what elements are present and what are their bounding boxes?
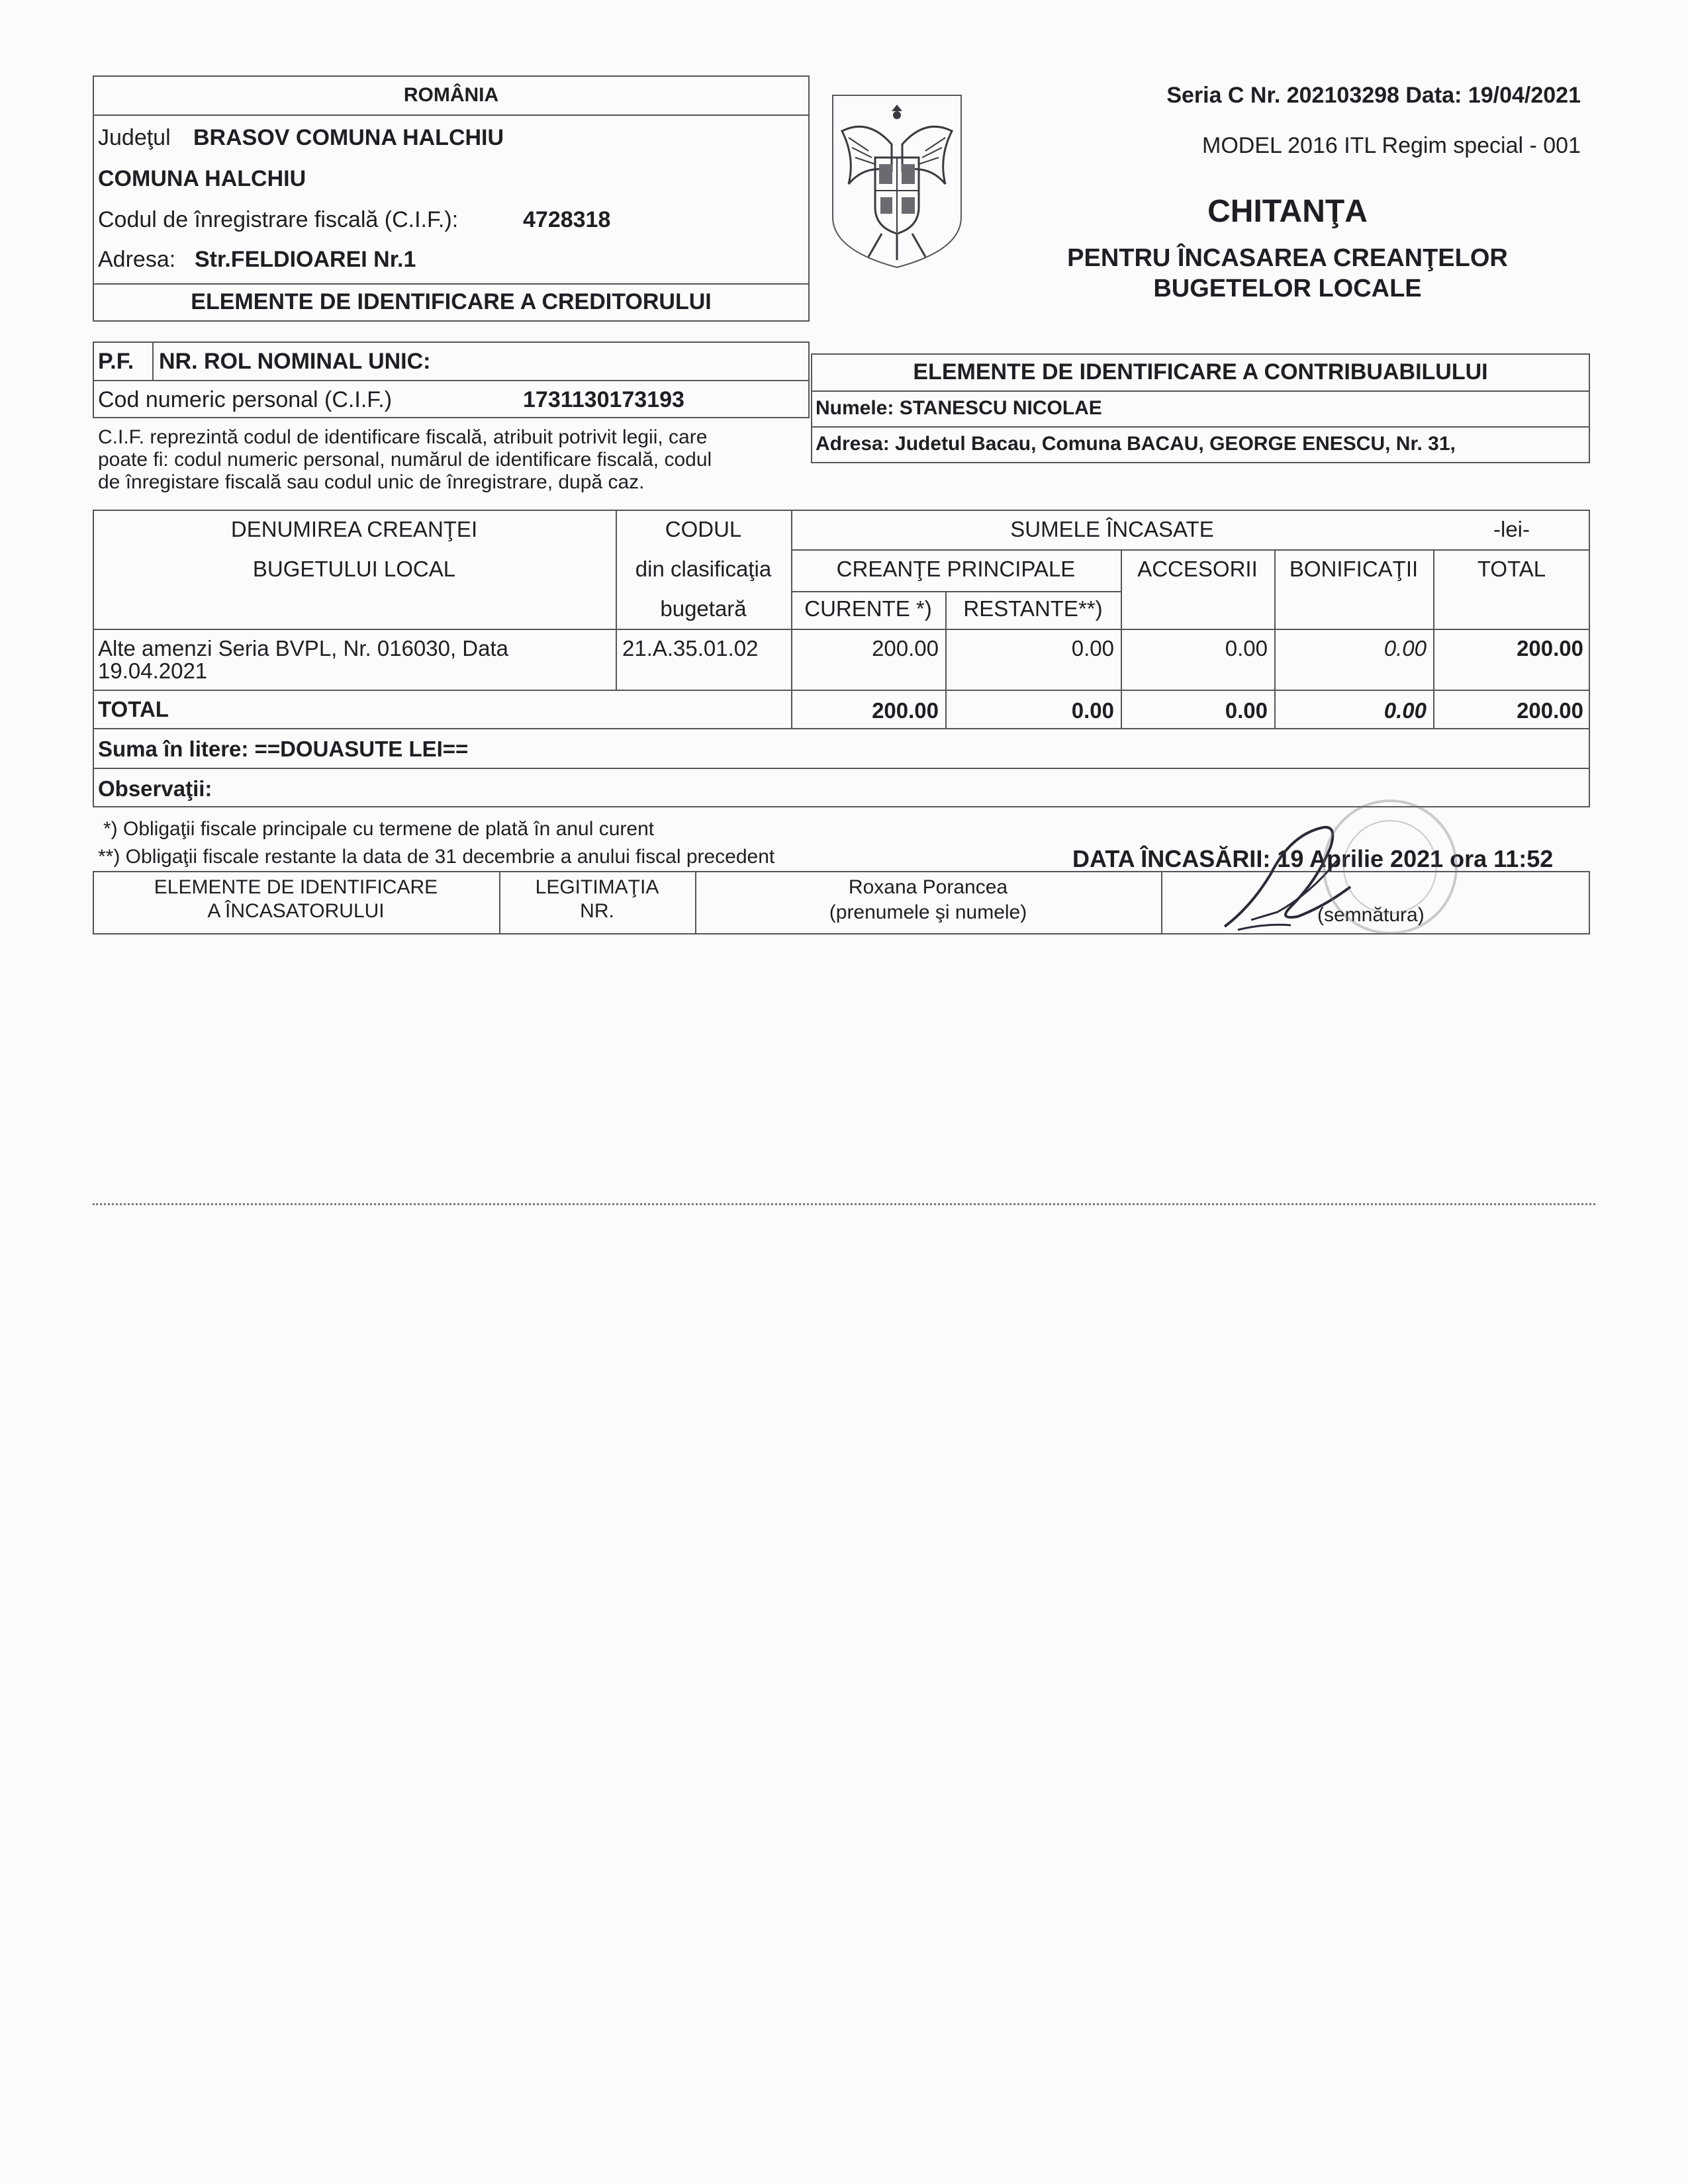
row-current: 200.00 <box>872 636 939 660</box>
totals-current: 200.00 <box>872 698 939 723</box>
creditor-county-value: BRASOV COMUNA HALCHIU <box>193 125 504 150</box>
header-principal: CREANŢE PRINCIPALE <box>836 557 1076 581</box>
row-name-line-1: Alte amenzi Seria BVPL, Nr. 016030, Data <box>98 636 509 660</box>
receipt-model-line: MODEL 2016 ITL Regim special - 001 <box>1202 133 1581 158</box>
row-bonus: 0.00 <box>1383 636 1427 660</box>
amount-in-words: Suma în litere: ==DOUASUTE LEI== <box>98 737 469 761</box>
creditor-divider-top <box>93 114 810 116</box>
totals-bonus: 0.00 <box>1383 698 1427 723</box>
collection-date: DATA ÎNCASĂRII: 19 Aprilie 2021 ora 11:52 <box>1072 845 1554 872</box>
header-name-1: DENUMIREA CREANŢEI <box>230 517 478 541</box>
header-code-2: din clasificaţia <box>635 557 772 581</box>
taxpayer-divider-2 <box>811 426 1590 428</box>
taxpayer-address: Adresa: Judetul Bacau, Comuna BACAU, GEORGE ENESCU, Nr. 31, <box>816 433 1456 455</box>
cut-line <box>93 1203 1595 1205</box>
creditor-address-label: Adresa: <box>98 247 176 272</box>
table-rule-row-end <box>93 690 1590 691</box>
creditor-divider-bottom <box>93 283 810 285</box>
header-unit: -lei- <box>1493 517 1530 541</box>
creditor-box <box>93 75 810 322</box>
header-code-1: CODUL <box>665 517 742 541</box>
collector-id-label-2: NR. <box>580 900 614 922</box>
footnote-current: *) Obligaţii fiscale principale cu termene de plată în anul curent <box>103 818 655 840</box>
collector-id-label-1: LEGITIMAŢIA <box>535 876 659 898</box>
taxpayer-name: Numele: STANESCU NICOLAE <box>816 397 1102 419</box>
payer-id-divider <box>93 380 810 381</box>
header-accessories: ACCESORII <box>1137 557 1258 581</box>
header-total: TOTAL <box>1477 557 1546 581</box>
taxpayer-section-title: ELEMENTE DE IDENTIFICARE A CONTRIBUABILULUI <box>913 359 1488 385</box>
row-total: 200.00 <box>1517 636 1583 660</box>
receipt-series-line: Seria C Nr. 202103298 Data: 19/04/2021 <box>1166 83 1581 108</box>
receipt-title: CHITANŢA <box>1207 194 1368 229</box>
payer-rol-label: NR. ROL NOMINAL UNIC: <box>159 349 431 374</box>
header-code-3: bugetară <box>660 596 747 621</box>
collector-name: Roxana Porancea <box>848 876 1008 898</box>
totals-arrears: 0.00 <box>1071 698 1114 723</box>
table-rule-words-end <box>93 768 1590 769</box>
creditor-section-title: ELEMENTE DE IDENTIFICARE A CREDITORULUI <box>191 289 712 314</box>
totals-total: 200.00 <box>1517 698 1583 723</box>
header-current: CURENTE *) <box>804 596 932 621</box>
receipt-subtitle-1: PENTRU ÎNCASAREA CREANŢELOR <box>1067 244 1508 272</box>
header-arrears: RESTANTE**) <box>963 596 1103 621</box>
signature-caption: (semnătura) <box>1317 904 1425 926</box>
collector-label-1: ELEMENTE DE IDENTIFICARE <box>154 876 438 898</box>
totals-label: TOTAL <box>98 697 169 721</box>
table-rule-sub <box>791 591 1121 592</box>
table-rule-header-end <box>93 629 1590 630</box>
header-sums: SUMELE ÎNCASATE <box>1010 517 1214 541</box>
creditor-commune: COMUNA HALCHIU <box>98 166 306 191</box>
payer-cnp-label: Cod numeric personal (C.I.F.) <box>98 387 393 412</box>
payer-cnp-value: 1731130173193 <box>523 387 684 412</box>
payer-pf-divider <box>152 341 154 380</box>
taxpayer-divider-1 <box>811 390 1590 392</box>
header-name-2: BUGETULUI LOCAL <box>252 557 456 581</box>
payer-cif-note-line-3: de înregistare fiscală sau codul unic de înregistrare, după caz. <box>98 471 645 493</box>
payer-cif-note-line-1: C.I.F. reprezintă codul de identificare fiscală, atribuit potrivit legii, care <box>98 426 708 448</box>
footnote-arrears: **) Obligaţii fiscale restante la data de 31 decembrie a anului fiscal precedent <box>98 846 775 868</box>
payer-pf-label: P.F. <box>98 349 134 374</box>
observations-label: Observaţii: <box>98 776 212 801</box>
totals-accessories: 0.00 <box>1225 698 1268 723</box>
creditor-country: ROMÂNIA <box>403 84 499 106</box>
creditor-county-label: Judeţul <box>98 125 171 150</box>
creditor-address-value: Str.FELDIOAREI Nr.1 <box>195 247 416 272</box>
table-rule-total-end <box>93 728 1590 729</box>
creditor-cif-value: 4728318 <box>523 207 611 232</box>
romania-coat-of-arms-icon <box>829 91 965 270</box>
collector-name-caption: (prenumele şi numele) <box>829 901 1027 923</box>
creditor-cif-label: Codul de înregistrare fiscală (C.I.F.): <box>98 207 459 232</box>
header-bonus: BONIFICAŢII <box>1289 557 1419 581</box>
row-accessories: 0.00 <box>1225 636 1268 660</box>
stamp-mark <box>1317 794 1463 940</box>
row-code: 21.A.35.01.02 <box>622 636 759 660</box>
receipt-subtitle-2: BUGETELOR LOCALE <box>1153 275 1422 302</box>
collector-label-2: A ÎNCASATORULUI <box>207 900 385 922</box>
row-name-line-2: 19.04.2021 <box>98 659 208 683</box>
payer-cif-note-line-2: poate fi: codul numeric personal, numărul de identificare fiscală, codul <box>98 449 712 471</box>
collector-divider-3 <box>1161 871 1162 934</box>
table-rule-sums <box>791 549 1590 551</box>
row-arrears: 0.00 <box>1071 636 1114 660</box>
